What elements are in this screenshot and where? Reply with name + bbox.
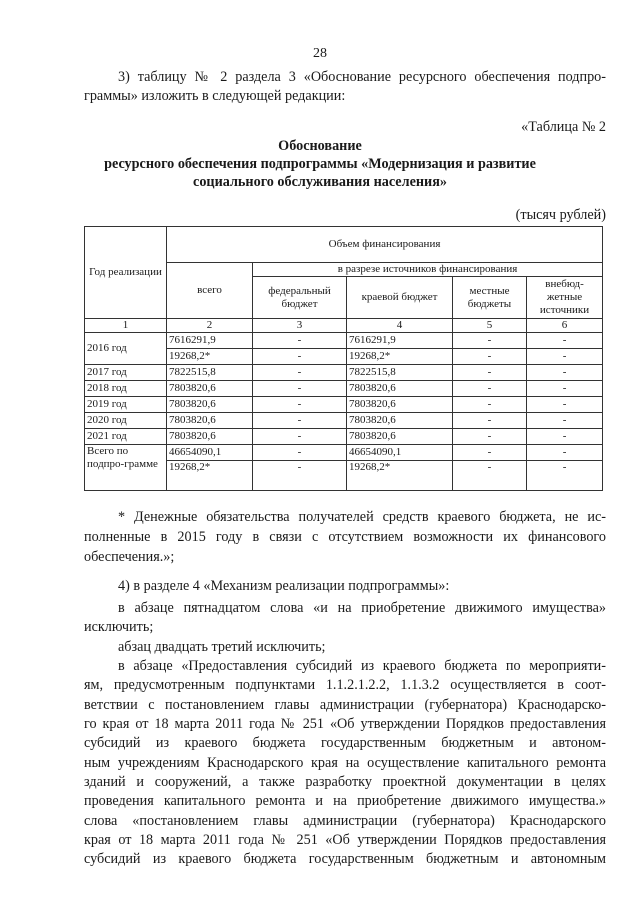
section4-line-8: го края от 18 марта 2011 года № 251 «Об утверждении Порядков предоставления — [84, 716, 606, 732]
footnote-line-1: * Денежные обязательства получателей средств краевого бюджета, не ис- — [118, 509, 606, 525]
intro-line-2: граммы» изложить в следующей редакции: — [84, 88, 346, 104]
col-num: 5 — [453, 319, 527, 333]
cell-local: - — [453, 461, 527, 491]
col-num: 2 — [167, 319, 253, 333]
cell-year: 2020 год — [85, 413, 167, 429]
cell-federal: - — [253, 461, 347, 491]
cell-total: 7803820,6 — [167, 413, 253, 429]
cell-local: - — [453, 413, 527, 429]
cell-federal: - — [253, 429, 347, 445]
table-row — [85, 445, 603, 461]
page-number: 28 — [313, 46, 327, 61]
section4-line-3: исключить; — [84, 619, 154, 635]
col-num: 1 — [85, 319, 167, 333]
cell-federal: - — [253, 397, 347, 413]
header-volume: Объем финансирования — [167, 227, 603, 263]
cell-year: 2021 год — [85, 429, 167, 445]
cell-regional: 7803820,6 — [347, 429, 453, 445]
cell-extra: - — [527, 413, 603, 429]
cell-local: - — [453, 397, 527, 413]
table-label: «Таблица № 2 — [521, 119, 606, 135]
cell-total: 7803820,6 — [167, 429, 253, 445]
cell-regional: 7803820,6 — [347, 413, 453, 429]
header-federal: федеральный бюджет — [253, 277, 347, 319]
section4-line-2: в абзаце пятнадцатом слова «и на приобретение движимого имущества» — [118, 600, 606, 616]
cell-regional: 19268,2* — [347, 461, 453, 491]
cell-regional: 7616291,9 — [347, 333, 453, 349]
header-extra: внебюд-жетные источники — [527, 277, 603, 319]
col-num: 3 — [253, 319, 347, 333]
table-row — [85, 397, 603, 413]
cell-extra: - — [527, 397, 603, 413]
section4-line-14: края от 18 марта 2011 года № 251 «Об утверждении Порядков предоставления — [84, 832, 606, 848]
cell-extra: - — [527, 333, 603, 349]
col-num: 4 — [347, 319, 453, 333]
cell-extra: - — [527, 365, 603, 381]
cell-federal: - — [253, 333, 347, 349]
cell-total: 7803820,6 — [167, 397, 253, 413]
cell-regional: 46654090,1 — [347, 445, 453, 461]
cell-local: - — [453, 445, 527, 461]
cell-total: 7616291,9 — [167, 333, 253, 349]
cell-total-label: Всего по подпро-грамме — [85, 445, 167, 491]
header-total: всего — [167, 263, 253, 319]
cell-total: 7822515,8 — [167, 365, 253, 381]
col-num: 6 — [527, 319, 603, 333]
cell-federal: - — [253, 349, 347, 365]
cell-federal: - — [253, 365, 347, 381]
cell-extra: - — [527, 349, 603, 365]
footnote-line-3: обеспечения.»; — [84, 549, 175, 565]
cell-total: 19268,2* — [167, 461, 253, 491]
cell-total: 19268,2* — [167, 349, 253, 365]
section4-line-10: ным учреждениям Краснодарского края на осуществление капитального ремонта — [84, 755, 606, 771]
cell-local: - — [453, 429, 527, 445]
cell-regional: 19268,2* — [347, 349, 453, 365]
table-row — [85, 429, 603, 445]
intro-line-1: 3) таблицу № 2 раздела 3 «Обоснование ресурсного обеспечения подпро- — [118, 69, 606, 85]
cell-extra: - — [527, 381, 603, 397]
section4-line-6: ям, предусмотренным подпунктами 1.1.2.1.2.2, 1.1.3.2 осуществляется в соот- — [84, 677, 606, 693]
title-line-3: социального обслуживания населения» — [193, 174, 447, 190]
section4-line-12: проведения капитального ремонта и на приобретение движимого имущества.» — [84, 793, 606, 809]
cell-total: 46654090,1 — [167, 445, 253, 461]
section4-line-5: в абзаце «Предоставления субсидий из краевого бюджета по мероприяти- — [118, 658, 606, 674]
title-line-1: Обоснование — [278, 138, 362, 154]
title-line-2: ресурсного обеспечения подпрограммы «Модернизация и развитие — [104, 156, 536, 172]
table-row — [85, 333, 603, 349]
cell-federal: - — [253, 445, 347, 461]
funding-table — [84, 226, 603, 491]
header-year: Год реализации — [85, 227, 167, 319]
cell-local: - — [453, 349, 527, 365]
section4-line-15: субсидий из краевого бюджета государственным бюджетным и автономным — [84, 851, 606, 867]
cell-year: 2017 год — [85, 365, 167, 381]
table-row — [85, 365, 603, 381]
footnote-line-2: полненные в 2015 году в связи с отсутствием возможности их финансового — [84, 529, 606, 545]
cell-extra: - — [527, 445, 603, 461]
table-row — [85, 413, 603, 429]
cell-regional: 7803820,6 — [347, 381, 453, 397]
header-local: местные бюджеты — [453, 277, 527, 319]
cell-regional: 7803820,6 — [347, 397, 453, 413]
cell-regional: 7822515,8 — [347, 365, 453, 381]
section4-line-1: 4) в разделе 4 «Механизм реализации подпрограммы»: — [118, 578, 450, 594]
cell-year: 2019 год — [85, 397, 167, 413]
section4-line-7: ветствии с постановлением главы администрации (губернатора) Краснодарско- — [84, 697, 606, 713]
cell-total: 7803820,6 — [167, 381, 253, 397]
cell-local: - — [453, 381, 527, 397]
cell-extra: - — [527, 461, 603, 491]
section4-line-11: зданий и сооружений, а также разработку проектной документации в целях — [84, 774, 606, 790]
cell-year: 2018 год — [85, 381, 167, 397]
units-label: (тысяч рублей) — [515, 207, 606, 223]
cell-federal: - — [253, 413, 347, 429]
table-row — [85, 381, 603, 397]
cell-extra: - — [527, 429, 603, 445]
cell-local: - — [453, 365, 527, 381]
header-regional: краевой бюджет — [347, 277, 453, 319]
section4-line-13: слова «постановлением главы администрации (губернатора) Краснодарского — [84, 813, 606, 829]
cell-federal: - — [253, 381, 347, 397]
cell-year: 2016 год — [85, 333, 167, 365]
section4-line-4: абзац двадцать третий исключить; — [118, 639, 326, 655]
section4-line-9: субсидий из краевого бюджета государственным бюджетным и автоном- — [84, 735, 606, 751]
cell-local: - — [453, 333, 527, 349]
header-sources: в разрезе источников финансирования — [253, 263, 603, 277]
